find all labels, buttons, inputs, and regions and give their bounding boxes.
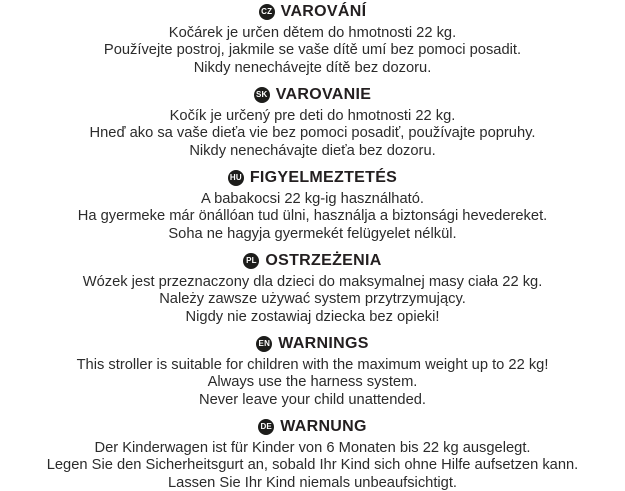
- language-badge-de: DE: [258, 419, 274, 435]
- warning-line: Nigdy nie zostawiaj dziecka bez opieki!: [185, 308, 440, 325]
- section-heading-pl: [0, 252, 625, 270]
- warning-line: Kočík je určený pre deti do hmotnosti 22 kg.: [169, 108, 456, 124]
- language-badge-en: EN: [256, 336, 272, 352]
- warning-line: This stroller is suitable for children with the maximum weight up to 22 kg!: [76, 357, 549, 373]
- warning-line: Používejte postroj, jakmile se vaše dítě umí bez pomoci posadit.: [103, 42, 522, 59]
- warning-line: Wózek jest przeznaczony dla dzieci do maksymalnej masy ciała 22 kg.: [82, 274, 543, 290]
- warning-section-cz: [0, 3, 625, 86]
- language-badge-pl: PL: [243, 253, 259, 269]
- section-heading-de: [0, 418, 625, 436]
- warning-section-sk: [0, 86, 625, 169]
- warning-line: A babakocsi 22 kg-ig használható.: [201, 191, 424, 207]
- section-title-pl: OSTRZEŻENIA: [265, 252, 382, 269]
- warning-line: Always use the harness system.: [207, 374, 418, 391]
- warning-section-pl: [0, 252, 625, 335]
- section-title-cz: VAROVÁNÍ: [280, 3, 367, 20]
- warning-line: Soha ne hagyja gyermekét felügyelet nélkül.: [168, 225, 457, 242]
- warning-line: Lassen Sie Ihr Kind niemals unbeaufsichtigt.: [167, 474, 458, 491]
- section-heading-en: [0, 335, 625, 353]
- section-title-en: WARNINGS: [278, 335, 369, 352]
- language-badge-cz: CZ: [259, 4, 275, 20]
- warning-line: Hneď ako sa vaše dieťa vie bez pomoci posadiť, používajte popruhy.: [89, 125, 536, 142]
- warning-line: Należy zawsze używać system przytrzymujący.: [159, 291, 466, 308]
- section-title-de: WARNUNG: [280, 418, 367, 435]
- section-heading-sk: [0, 86, 625, 104]
- warning-line: Nikdy nenechávejte dítě bez dozoru.: [193, 59, 432, 76]
- warning-line: Legen Sie den Sicherheitsgurt an, sobald Ihr Kind sich ohne Hilfe aufsetzen kann.: [46, 457, 579, 474]
- warning-line: Nikdy nenechávajte dieťa bez dozoru.: [189, 142, 436, 159]
- section-title-hu: FIGYELMEZTETÉS: [249, 169, 398, 186]
- warning-line: Ha gyermeke már önállóan tud ülni, használja a biztonsági hevedereket.: [77, 208, 548, 225]
- warning-section-en: [0, 335, 625, 418]
- section-heading-hu: [0, 169, 625, 187]
- warning-line: Der Kinderwagen ist für Kinder von 6 Monaten bis 22 kg ausgelegt.: [94, 440, 531, 456]
- language-badge-hu: HU: [228, 170, 244, 186]
- section-heading-cz: [0, 3, 625, 21]
- warning-section-de: [0, 418, 625, 491]
- language-badge-sk: SK: [254, 87, 270, 103]
- warning-section-hu: [0, 169, 625, 252]
- section-title-sk: VAROVANIE: [275, 86, 372, 103]
- warning-line: Kočárek je určen dětem do hmotnosti 22 kg.: [168, 25, 457, 41]
- warning-line: Never leave your child unattended.: [199, 391, 426, 408]
